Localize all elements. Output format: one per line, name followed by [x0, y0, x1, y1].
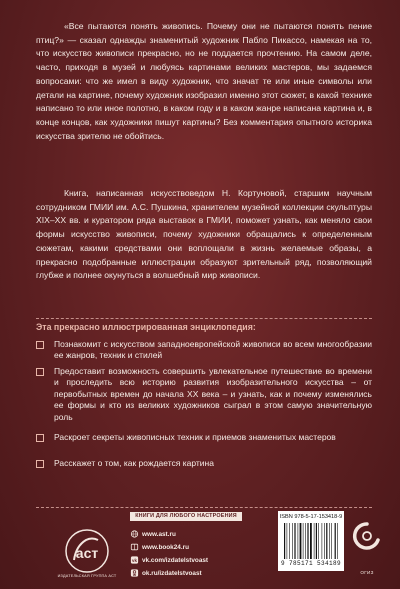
svg-text:аст: аст [75, 545, 99, 561]
list-item-text: Предоставит возможность совершить увлекательное путешествие во времени и проследить всю историю развития изобразительного искусства – от первобытных времен до начала XX века – и узнать, как и почему изменялись ее формы и кто из великих художников сыграл в этом самую значительную роль [54, 366, 372, 422]
barcode-icon [284, 523, 338, 559]
barcode-bar [292, 523, 293, 559]
divider-bottom [36, 507, 372, 508]
imprint-label: ОГИЗ [360, 570, 374, 575]
barcode-bar [300, 523, 302, 559]
list-item [36, 458, 372, 469]
barcode-bar [329, 523, 330, 559]
link-text: www.book24.ru [142, 544, 189, 551]
bullet-square-icon [36, 460, 44, 468]
barcode-bar [284, 523, 285, 559]
publisher-label: ИЗДАТЕЛЬСКАЯ ГРУППА АСТ [57, 574, 117, 578]
list-item [36, 339, 372, 362]
imprint-logo-icon [352, 518, 382, 568]
barcode-bar [310, 523, 312, 559]
barcode-bar [314, 523, 315, 559]
list-item-text: Раскроет секреты живописных техник и приемов знаменитых мастеров [54, 432, 336, 442]
svg-text:vk: vk [132, 558, 137, 564]
barcode-bar [294, 523, 295, 559]
intro-paragraph-2: Книга, написанная искусствоведом Н. Кортуновой, старшим научным сотрудником ГМИИ им. А.С. Пушкина, хранителем музейной коллекции скульптуры XIX–XX вв. и куратором ряда выставок в ГМИИ, поможет узнать, как меняло свои формы искусство живописи, почему художники обращались к определенным сюжетам, какими средствами они воплощали в жизнь желаемые образы, а прекрасно подобранные иллюстрации образуют зрительный ряд, позволяющий глубже и полнее окунуться в волшебный мир живописи. [36, 188, 372, 281]
globe-icon [130, 530, 139, 538]
list-item-text: Расскажет о том, как рождается картина [54, 458, 214, 468]
bullet-square-icon [36, 368, 44, 376]
list-item [36, 366, 372, 423]
vk-icon [130, 556, 139, 564]
barcode-number: 9 785171 534189 [280, 560, 341, 567]
divider-top [36, 318, 372, 319]
barcode-bar [289, 523, 290, 559]
link-book24[interactable] [130, 543, 250, 553]
barcode-bar [337, 523, 338, 559]
intro-paragraph-1: «Все пытаются понять живопись. Почему они не пытаются понять пение птиц?» — сказал однажды знаменитый художник Пабло Пикассо, намекая на то, что искусство живописи прекрасно, но не поддается прочтению. На самом деле, часто, приходя в музей и любуясь картинами великих мастеров, мы задаемся вопросами: что же имел в виду художник, что значат те или иные символы или детали на картине, почему художник изобразил именно этот сюжет, в какой технике написано то или иное полотно, в каком году и в каком жанре написана картина и, в конце концов, как художники пишут картины? Без комментария опытного историка искусства зрителю не обойтись. [36, 21, 372, 141]
link-text: www.ast.ru [142, 531, 176, 538]
book-icon [130, 543, 139, 551]
link-text: vk.com/izdatelstvoast [142, 557, 209, 564]
link-text: ok.ru/izdatelstvoast [142, 570, 202, 577]
ast-logo-icon [62, 526, 112, 576]
barcode-bar [316, 523, 317, 559]
ok-icon [130, 569, 139, 577]
barcode-bar [326, 523, 327, 559]
link-website[interactable] [130, 530, 250, 540]
barcode-bar [303, 523, 304, 559]
list-item [36, 432, 372, 443]
barcode-bar [331, 523, 332, 559]
barcode-bar [322, 523, 323, 559]
publisher-links [130, 530, 250, 582]
barcode-block [278, 511, 344, 571]
barcode-bar [324, 523, 325, 559]
publisher-tagline: КНИГИ ДЛЯ ЛЮБОГО НАСТРОЕНИЯ ЗДЕСЬ [130, 512, 242, 521]
link-ok[interactable] [130, 569, 250, 579]
bullet-square-icon [36, 434, 44, 442]
barcode-bar [335, 523, 336, 559]
barcode-bar [287, 523, 288, 559]
bullet-square-icon [36, 341, 44, 349]
list-item-text: Познакомит с искусством западноевропейской живописи во всем многообразии ее жанров, техник и стилей [54, 339, 372, 361]
link-vk[interactable] [130, 556, 250, 566]
barcode-bar [318, 523, 319, 559]
barcode-bar [307, 523, 308, 559]
barcode-bar [298, 523, 299, 559]
isbn-text: ISBN 978-5-17-153418-9 [279, 514, 343, 520]
encyclopedia-heading: Эта прекрасно иллюстрированная энциклопедия: [36, 322, 256, 332]
barcode-bar [305, 523, 306, 559]
